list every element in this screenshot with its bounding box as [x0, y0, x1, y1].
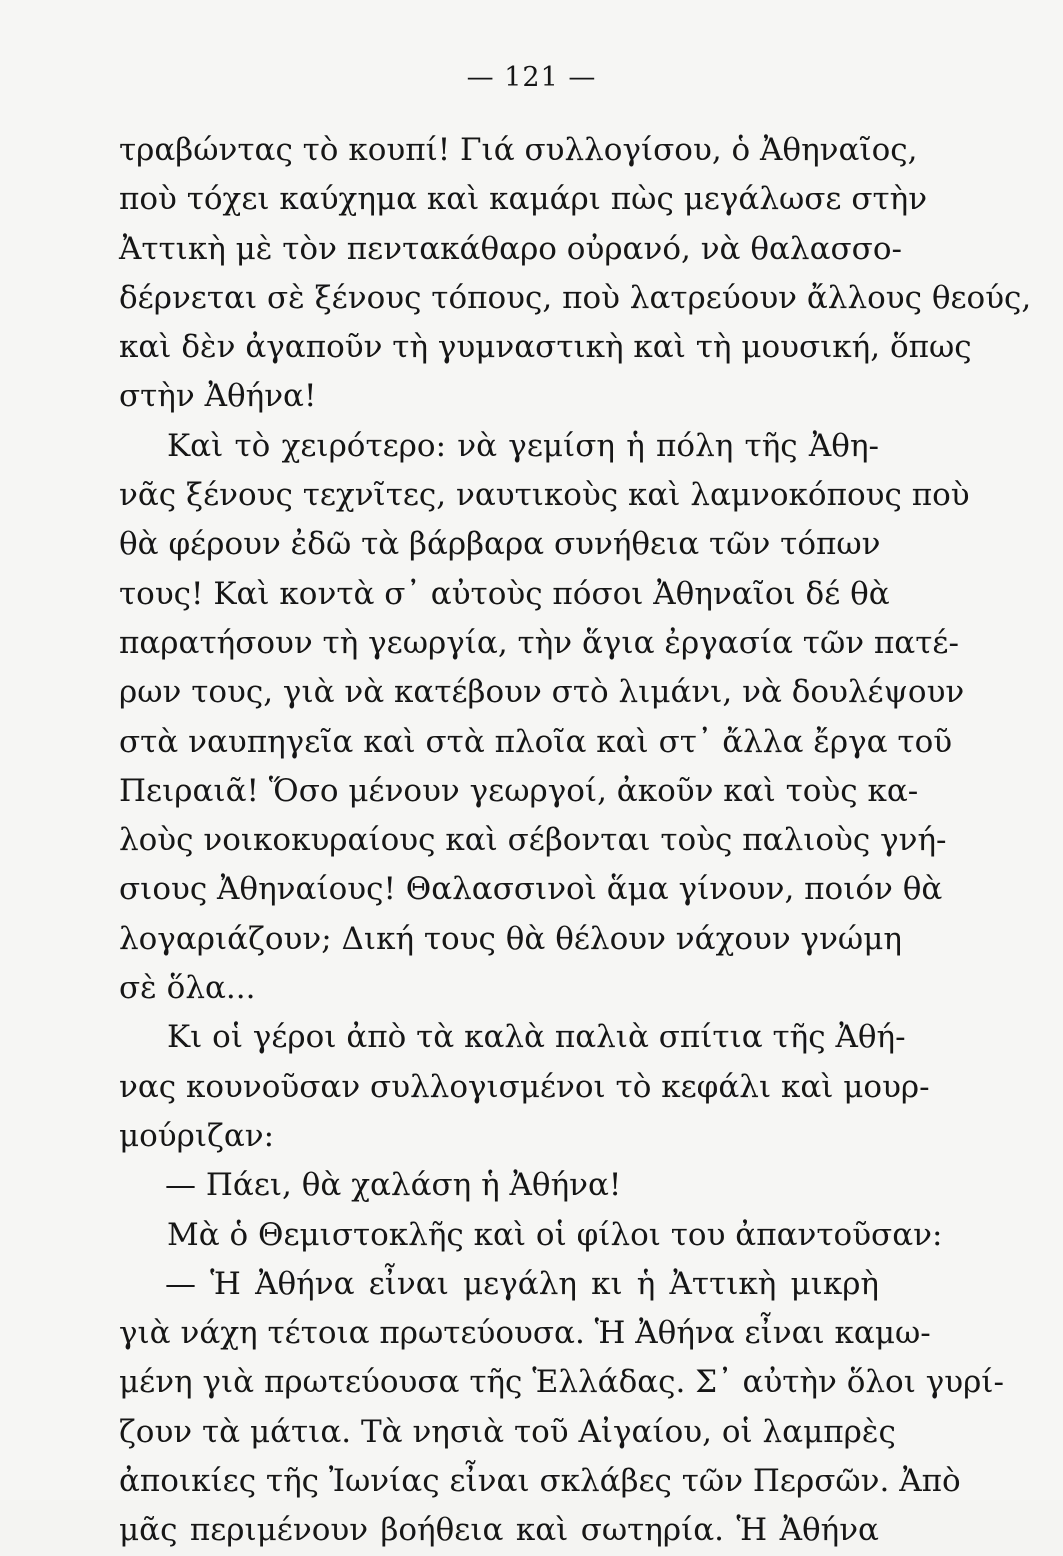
text-line: μᾶς περιμένουν βοήθεια καὶ σωτηρία. Ἡ Ἀθήνα: [119, 1512, 879, 1549]
page-number: — 121 —: [466, 62, 597, 93]
text-line: καὶ δὲν ἀγαποῦν τὴ γυμναστικὴ καὶ τὴ μουσική, ὅπως: [119, 329, 972, 366]
text-line: γιὰ νάχη τέτοια πρωτεύουσα. Ἡ Ἀθήνα εἶναι καμω-: [119, 1315, 931, 1352]
text-line: Καὶ τὸ χειρότερο: νὰ γεμίση ἡ πόλη τῆς Ἀθη-: [167, 427, 879, 464]
text-line: σιους Ἀθηναίους! Θαλασσινοὶ ἅμα γίνουν, ποιόν θὰ: [119, 871, 943, 908]
text-line: θὰ φέρουν ἐδῶ τὰ βάρβαρα συνήθεια τῶν τόπων: [119, 526, 881, 563]
text-line: λοὺς νοικοκυραίους καὶ σέβονται τοὺς παλιοὺς γνή-: [119, 822, 947, 859]
text-line: μένη γιὰ πρωτεύουσα τῆς Ἑλλάδας. Σ᾽ αὐτὴν ὅλοι γυρί-: [119, 1364, 1004, 1401]
text-line: ρων τους, γιὰ νὰ κατέβουν στὸ λιμάνι, νὰ δουλέψουν: [119, 674, 965, 711]
body-text: [119, 126, 1032, 1556]
text-line: σὲ ὅλα...: [119, 970, 256, 1007]
text-line: τραβώντας τὸ κουπί! Γιά συλλογίσου, ὁ Ἀθηναῖος,: [119, 132, 918, 168]
text-line: στὴν Ἀθήνα!: [119, 378, 317, 415]
text-line: — Ἡ Ἀθήνα εἶναι μεγάλη κι ἡ Ἀττικὴ μικρὴ: [165, 1265, 879, 1302]
text-line: παρατήσουν τὴ γεωργία, τὴν ἅγια ἐργασία τῶν πατέ-: [119, 624, 959, 661]
text-line: ζουν τὰ μάτια. Τὰ νησιὰ τοῦ Αἰγαίου, οἱ λαμπρὲς: [119, 1413, 896, 1450]
text-line: Κι οἱ γέροι ἀπὸ τὰ καλὰ παλιὰ σπίτια τῆς Ἀθή-: [167, 1019, 906, 1056]
text-line: νας κουνοῦσαν συλλογισμένοι τὸ κεφάλι καὶ μουρ-: [119, 1068, 930, 1105]
text-line: τους! Καὶ κοντὰ σ᾽ αὐτοὺς πόσοι Ἀθηναῖοι δέ θὰ: [119, 575, 890, 612]
text-line: Πειραιᾶ! Ὅσο μένουν γεωργοί, ἀκοῦν καὶ τοὺς κα-: [119, 772, 919, 809]
text-line: νᾶς ξένους τεχνῖτες, ναυτικοὺς καὶ λαμνοκόπους ποὺ: [119, 477, 970, 514]
text-line: ἀποικίες τῆς Ἰωνίας εἶναι σκλάβες τῶν Περσῶν. Ἀπὸ: [119, 1463, 961, 1500]
text-line: μούριζαν:: [119, 1117, 275, 1154]
text-line: Ἀττικὴ μὲ τὸν πεντακάθαρο οὐρανό, νὰ θαλασσο-: [119, 230, 902, 267]
text-line: ποὺ τόχει καύχημα καὶ καμάρι πὼς μεγάλωσε στὴν: [119, 181, 928, 218]
text-line: δέρνεται σὲ ξένους τόπους, ποὺ λατρεύουν ἄλλους θεούς,: [119, 279, 1032, 316]
text-line: Μὰ ὁ Θεμιστοκλῆς καὶ οἱ φίλοι του ἀπαντοῦσαν:: [167, 1216, 943, 1253]
text-line: — Πάει, θὰ χαλάση ἡ Ἀθήνα!: [165, 1167, 622, 1204]
text-line: στὰ ναυπηγεῖα καὶ στὰ πλοῖα καὶ στ᾽ ἄλλα ἔργα τοῦ: [119, 723, 953, 760]
text-line: λογαριάζουν; Δική τους θὰ θέλουν νάχουν γνώμη: [119, 920, 902, 957]
